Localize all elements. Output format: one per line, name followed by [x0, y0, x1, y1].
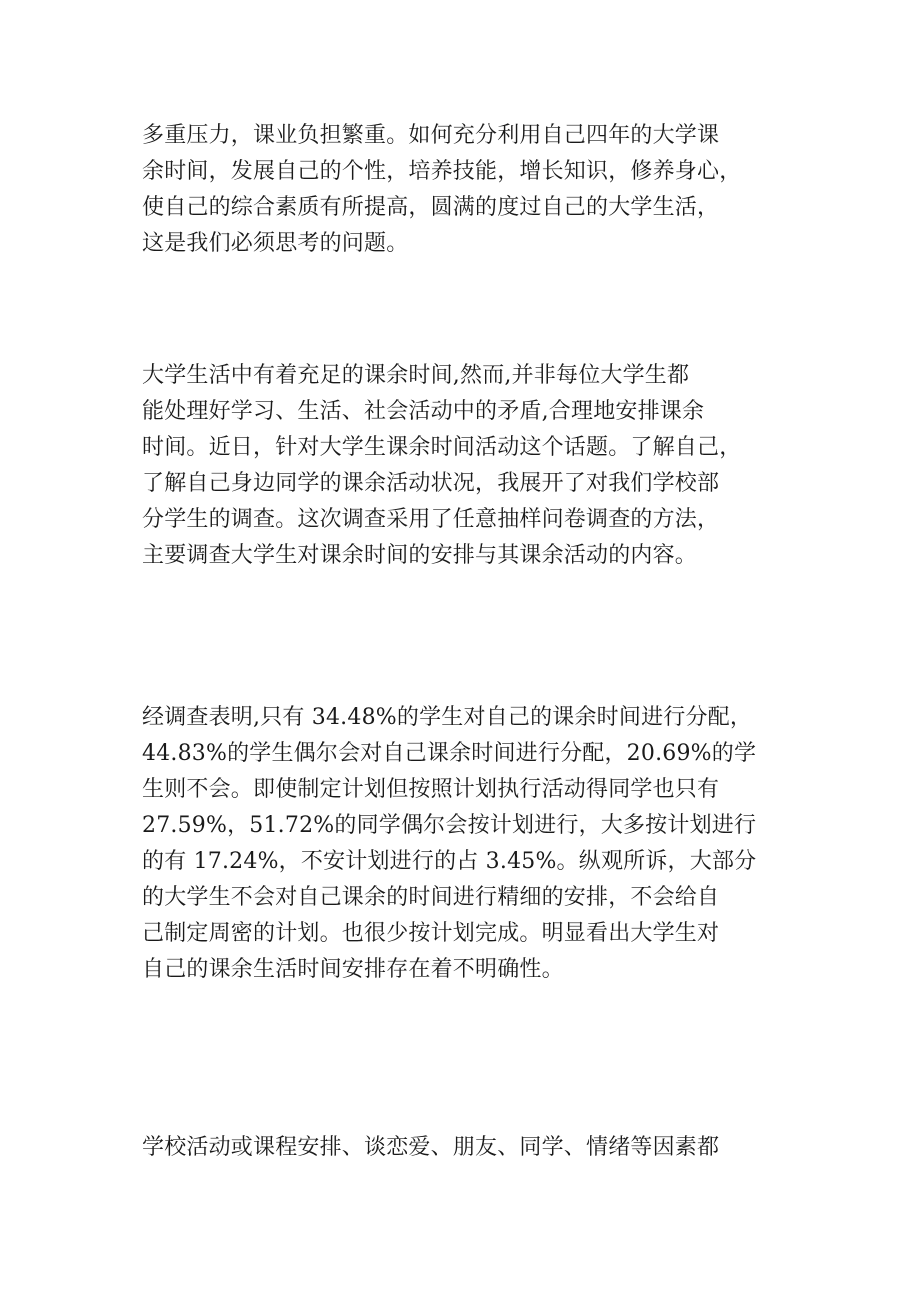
paragraph-2	[142, 358, 792, 574]
text-line: 主要调查大学生对课余时间的安排与其课余活动的内容。	[142, 543, 698, 568]
text-line: 的大学生不会对自己课余的时间进行精细的安排，不会给自	[142, 885, 720, 910]
paragraph-4	[142, 1130, 792, 1166]
text-line: 使自己的综合素质有所提高，圆满的度过自己的大学生活，	[142, 195, 720, 220]
text-line: 大学生活中有着充足的课余时间,然而,并非每位大学生都	[142, 363, 690, 388]
text-line: 自己的课余生活时间安排存在着不明确性。	[142, 957, 564, 982]
paragraph-1	[142, 118, 792, 262]
text-line: 己制定周密的计划。也很少按计划完成。明显看出大学生对	[142, 921, 720, 946]
paragraph-3	[142, 700, 792, 988]
text-line: 的有 17.24%，不安计划进行的占 3.45%。纵观所诉，大部分	[142, 849, 757, 874]
text-line: 经调查表明,只有 34.48%的学生对自己的课余时间进行分配，	[142, 705, 753, 730]
text-line: 能处理好学习、生活、社会活动中的矛盾,合理地安排课余	[142, 399, 705, 424]
text-line: 余时间，发展自己的个性，培养技能，增长知识，修养身心，	[142, 159, 742, 184]
text-line: 27.59%，51.72%的同学偶尔会按计划进行，大多按计划进行	[142, 813, 757, 838]
text-line: 生则不会。即使制定计划但按照计划执行活动得同学也只有	[142, 777, 720, 802]
text-line: 学校活动或课程安排、谈恋爱、朋友、同学、情绪等因素都	[142, 1135, 720, 1160]
text-line: 多重压力，课业负担繁重。如何充分利用自己四年的大学课	[142, 123, 720, 148]
text-line: 了解自己身边同学的课余活动状况，我展开了对我们学校部	[142, 471, 720, 496]
text-line: 分学生的调查。这次调查采用了任意抽样问卷调查的方法，	[142, 507, 720, 532]
text-line: 44.83%的学生偶尔会对自己课余时间进行分配，20.69%的学	[142, 741, 757, 766]
text-line: 时间。近日，针对大学生课余时间活动这个话题。了解自己，	[142, 435, 742, 460]
text-line: 这是我们必须思考的问题。	[142, 231, 409, 256]
